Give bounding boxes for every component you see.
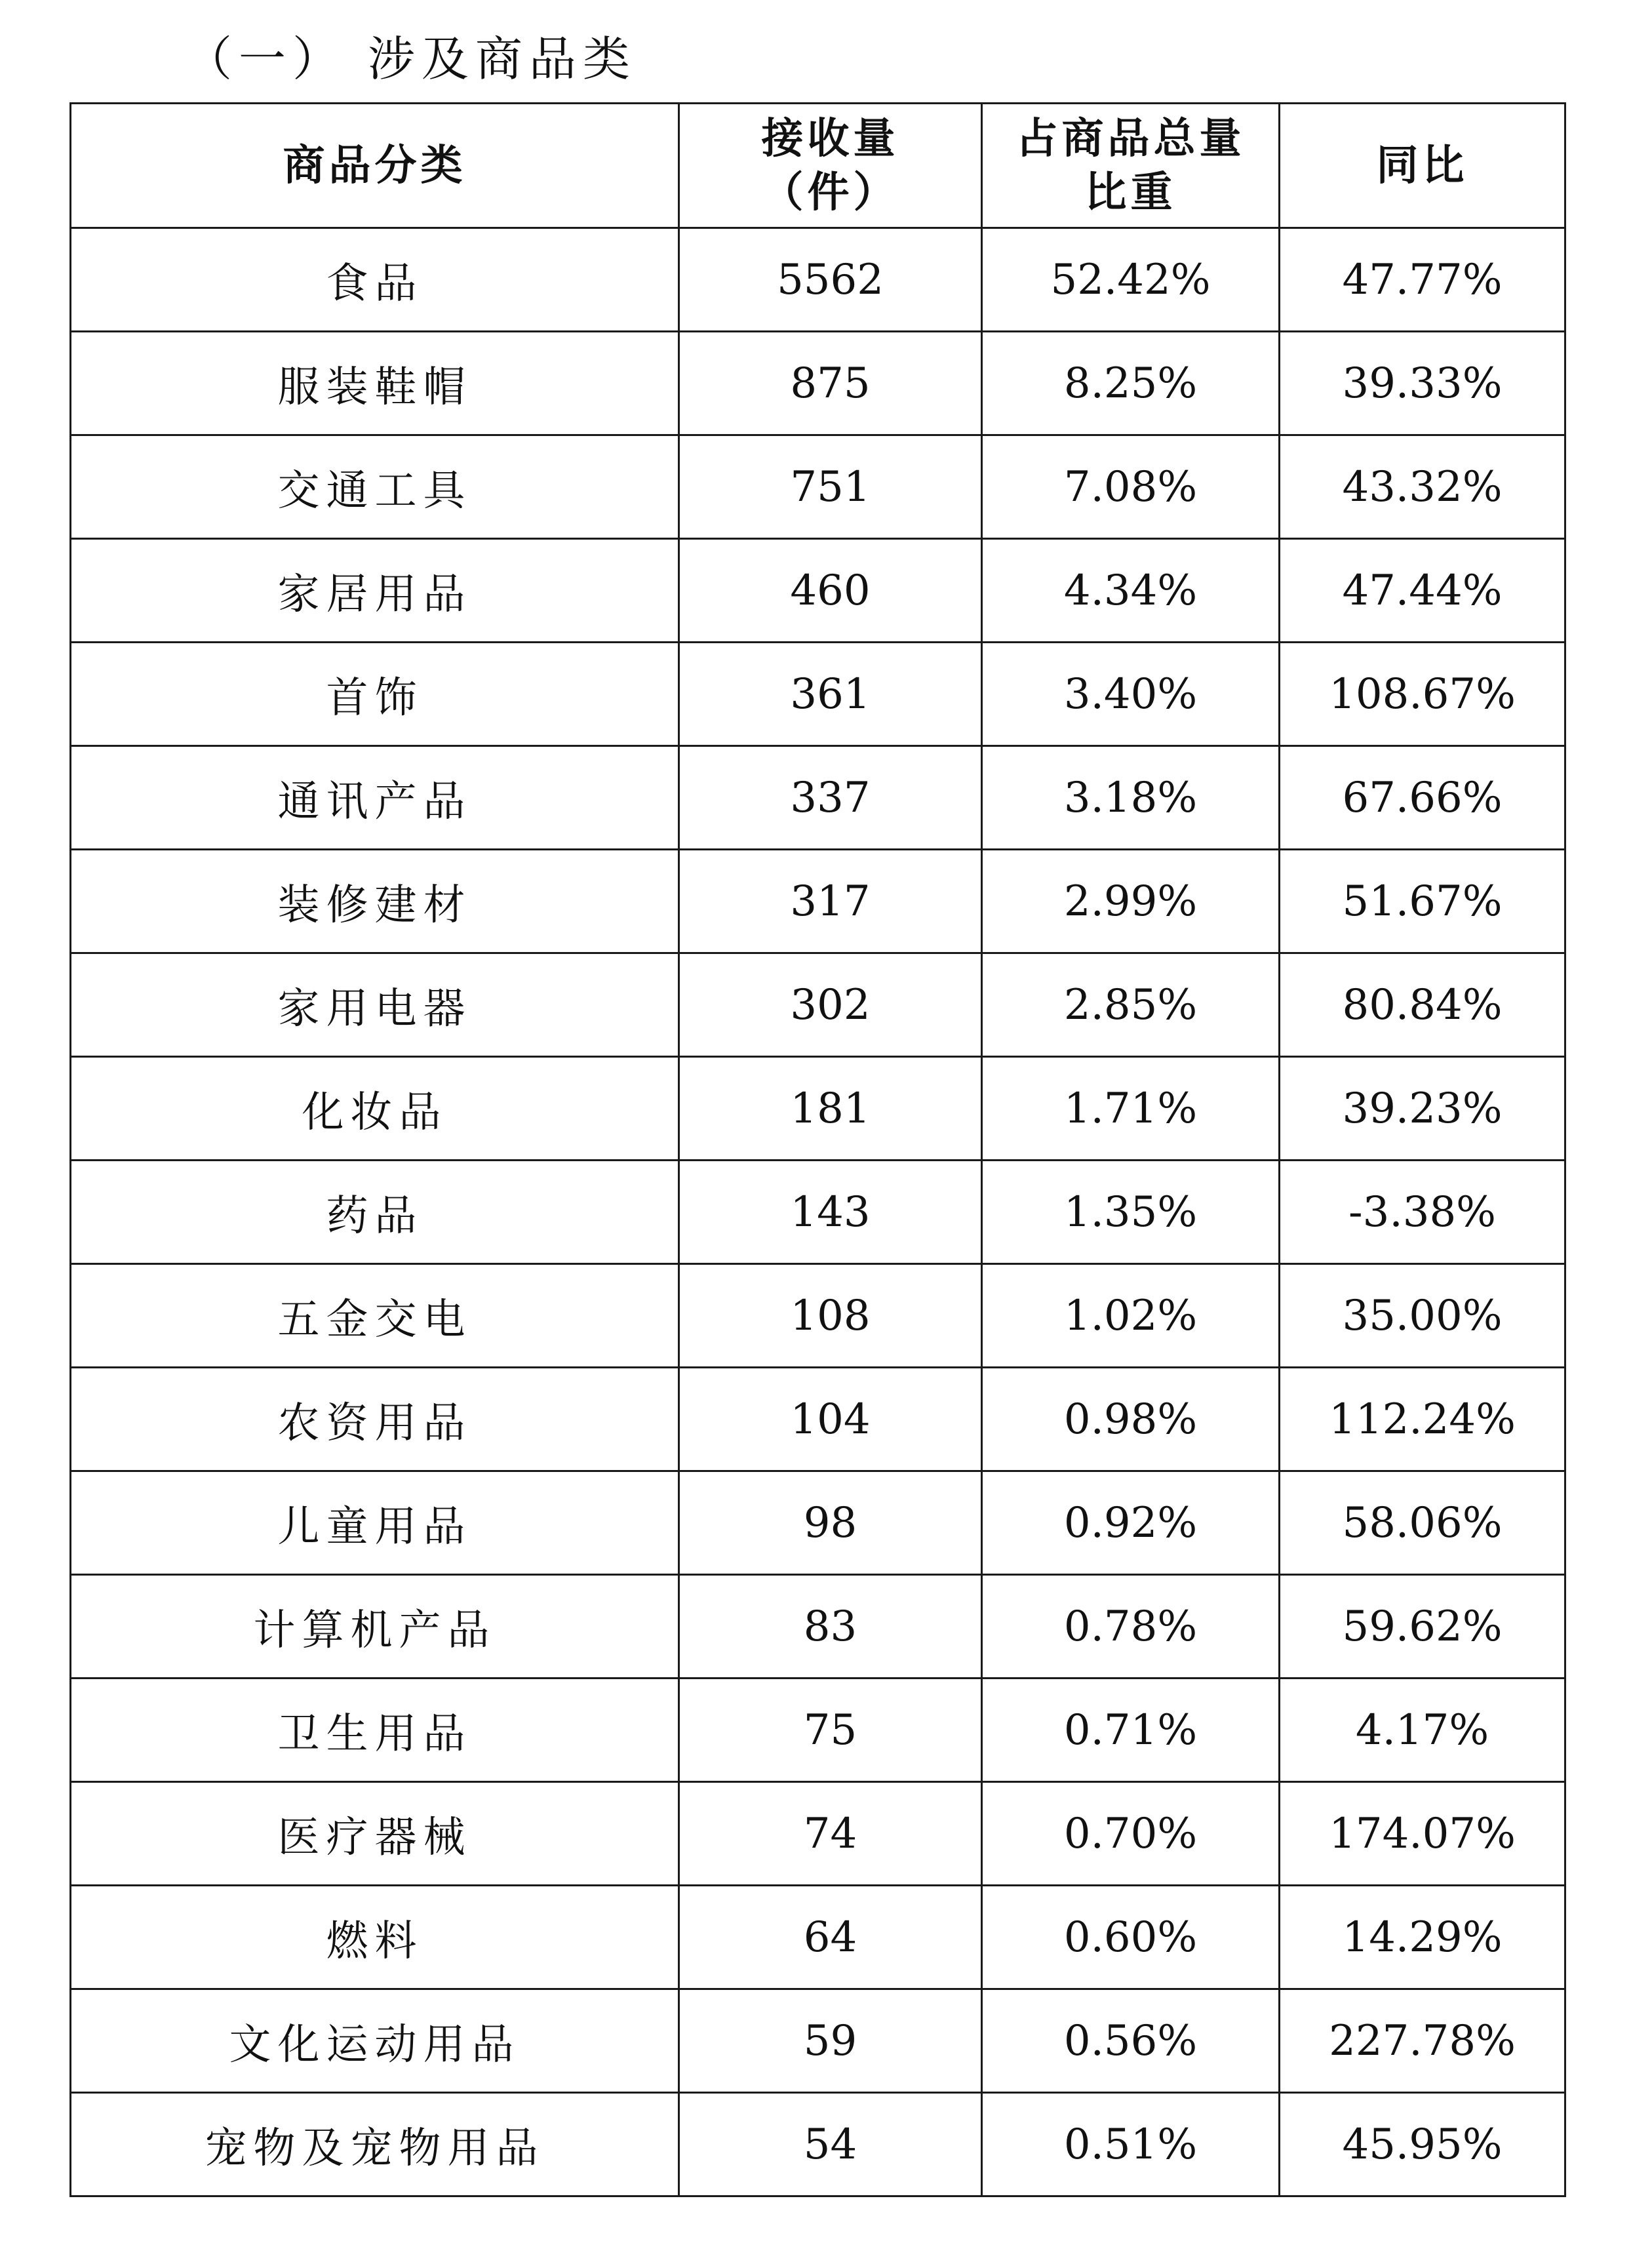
cell-yoy: 51.67%	[1280, 850, 1565, 953]
cell-share: 4.34%	[982, 539, 1280, 643]
cell-share: 3.40%	[982, 643, 1280, 746]
cell-count: 74	[679, 1782, 982, 1886]
cell-yoy: 59.62%	[1280, 1575, 1565, 1679]
header-yoy	[1280, 104, 1565, 228]
cell-share: 1.02%	[982, 1264, 1280, 1368]
cell-category: 交通工具	[71, 435, 679, 539]
cell-category: 服装鞋帽	[71, 332, 679, 435]
cell-yoy: 39.33%	[1280, 332, 1565, 435]
table-row	[71, 2093, 1565, 2196]
cell-count: 108	[679, 1264, 982, 1368]
cell-share: 1.35%	[982, 1161, 1280, 1264]
cell-category: 家用电器	[71, 953, 679, 1057]
cell-share: 3.18%	[982, 746, 1280, 850]
table-row	[71, 332, 1565, 435]
cell-count: 361	[679, 643, 982, 746]
table-row	[71, 953, 1565, 1057]
cell-category: 医疗器械	[71, 1782, 679, 1886]
table-body	[71, 228, 1565, 2196]
cell-category: 宠物及宠物用品	[71, 2093, 679, 2196]
table-row	[71, 746, 1565, 850]
header-count-line: 接收量	[761, 113, 899, 163]
cell-category: 化妆品	[71, 1057, 679, 1161]
cell-count: 143	[679, 1161, 982, 1264]
cell-share: 2.85%	[982, 953, 1280, 1057]
cell-share: 0.92%	[982, 1471, 1280, 1575]
table-row	[71, 1989, 1565, 2093]
cell-count: 302	[679, 953, 982, 1057]
cell-share: 8.25%	[982, 332, 1280, 435]
cell-yoy: 45.95%	[1280, 2093, 1565, 2196]
cell-count: 98	[679, 1471, 982, 1575]
cell-count: 317	[679, 850, 982, 953]
cell-yoy: 35.00%	[1280, 1264, 1565, 1368]
commodity-table	[69, 102, 1566, 2197]
cell-category: 农资用品	[71, 1368, 679, 1471]
cell-category: 通讯产品	[71, 746, 679, 850]
table-row	[71, 1575, 1565, 1679]
cell-yoy: 43.32%	[1280, 435, 1565, 539]
cell-category: 文化运动用品	[71, 1989, 679, 2093]
table-row	[71, 1886, 1565, 1989]
table-row	[71, 850, 1565, 953]
section-title: （一） 涉及商品类	[185, 31, 637, 87]
cell-share: 0.70%	[982, 1782, 1280, 1886]
cell-count: 337	[679, 746, 982, 850]
table-row	[71, 1368, 1565, 1471]
cell-category: 首饰	[71, 643, 679, 746]
table-row	[71, 1782, 1565, 1886]
header-category-line: 商品分类	[283, 140, 467, 190]
header-row	[71, 104, 1565, 228]
cell-category: 燃料	[71, 1886, 679, 1989]
table-row	[71, 1471, 1565, 1575]
cell-share: 2.99%	[982, 850, 1280, 953]
table-row	[71, 435, 1565, 539]
table-row	[71, 539, 1565, 643]
cell-count: 460	[679, 539, 982, 643]
cell-count: 875	[679, 332, 982, 435]
table-row	[71, 228, 1565, 332]
cell-yoy: 227.78%	[1280, 1989, 1565, 2093]
cell-share: 7.08%	[982, 435, 1280, 539]
cell-count: 5562	[679, 228, 982, 332]
header-count-line: （件）	[761, 167, 899, 217]
cell-category: 家居用品	[71, 539, 679, 643]
cell-category: 药品	[71, 1161, 679, 1264]
cell-category: 食品	[71, 228, 679, 332]
cell-category: 计算机产品	[71, 1575, 679, 1679]
cell-yoy: 39.23%	[1280, 1057, 1565, 1161]
table-row	[71, 1264, 1565, 1368]
table-row	[71, 1679, 1565, 1782]
cell-count: 59	[679, 1989, 982, 2093]
cell-yoy: 47.77%	[1280, 228, 1565, 332]
cell-category: 卫生用品	[71, 1679, 679, 1782]
cell-yoy: 80.84%	[1280, 953, 1565, 1057]
header-yoy-line: 同比	[1376, 140, 1468, 190]
cell-yoy: 108.67%	[1280, 643, 1565, 746]
cell-yoy: 58.06%	[1280, 1471, 1565, 1575]
cell-category: 装修建材	[71, 850, 679, 953]
cell-yoy: 67.66%	[1280, 746, 1565, 850]
cell-yoy: 14.29%	[1280, 1886, 1565, 1989]
table-row	[71, 1057, 1565, 1161]
cell-count: 83	[679, 1575, 982, 1679]
header-category	[71, 104, 679, 228]
cell-share: 0.56%	[982, 1989, 1280, 2093]
cell-yoy: 174.07%	[1280, 1782, 1565, 1886]
cell-category: 五金交电	[71, 1264, 679, 1368]
cell-share: 0.71%	[982, 1679, 1280, 1782]
header-share-line: 占商品总量	[1015, 113, 1246, 163]
cell-category: 儿童用品	[71, 1471, 679, 1575]
cell-share: 0.60%	[982, 1886, 1280, 1989]
cell-share: 0.51%	[982, 2093, 1280, 2196]
cell-yoy: 47.44%	[1280, 539, 1565, 643]
header-share	[982, 104, 1280, 228]
header-count	[679, 104, 982, 228]
cell-yoy: 112.24%	[1280, 1368, 1565, 1471]
cell-count: 64	[679, 1886, 982, 1989]
cell-count: 104	[679, 1368, 982, 1471]
table-row	[71, 1161, 1565, 1264]
cell-count: 75	[679, 1679, 982, 1782]
cell-yoy: 4.17%	[1280, 1679, 1565, 1782]
cell-share: 0.78%	[982, 1575, 1280, 1679]
cell-yoy: -3.38%	[1280, 1161, 1565, 1264]
cell-count: 181	[679, 1057, 982, 1161]
cell-count: 751	[679, 435, 982, 539]
header-share-line: 比重	[1084, 167, 1177, 217]
cell-share: 0.98%	[982, 1368, 1280, 1471]
cell-share: 52.42%	[982, 228, 1280, 332]
cell-count: 54	[679, 2093, 982, 2196]
table-row	[71, 643, 1565, 746]
cell-share: 1.71%	[982, 1057, 1280, 1161]
